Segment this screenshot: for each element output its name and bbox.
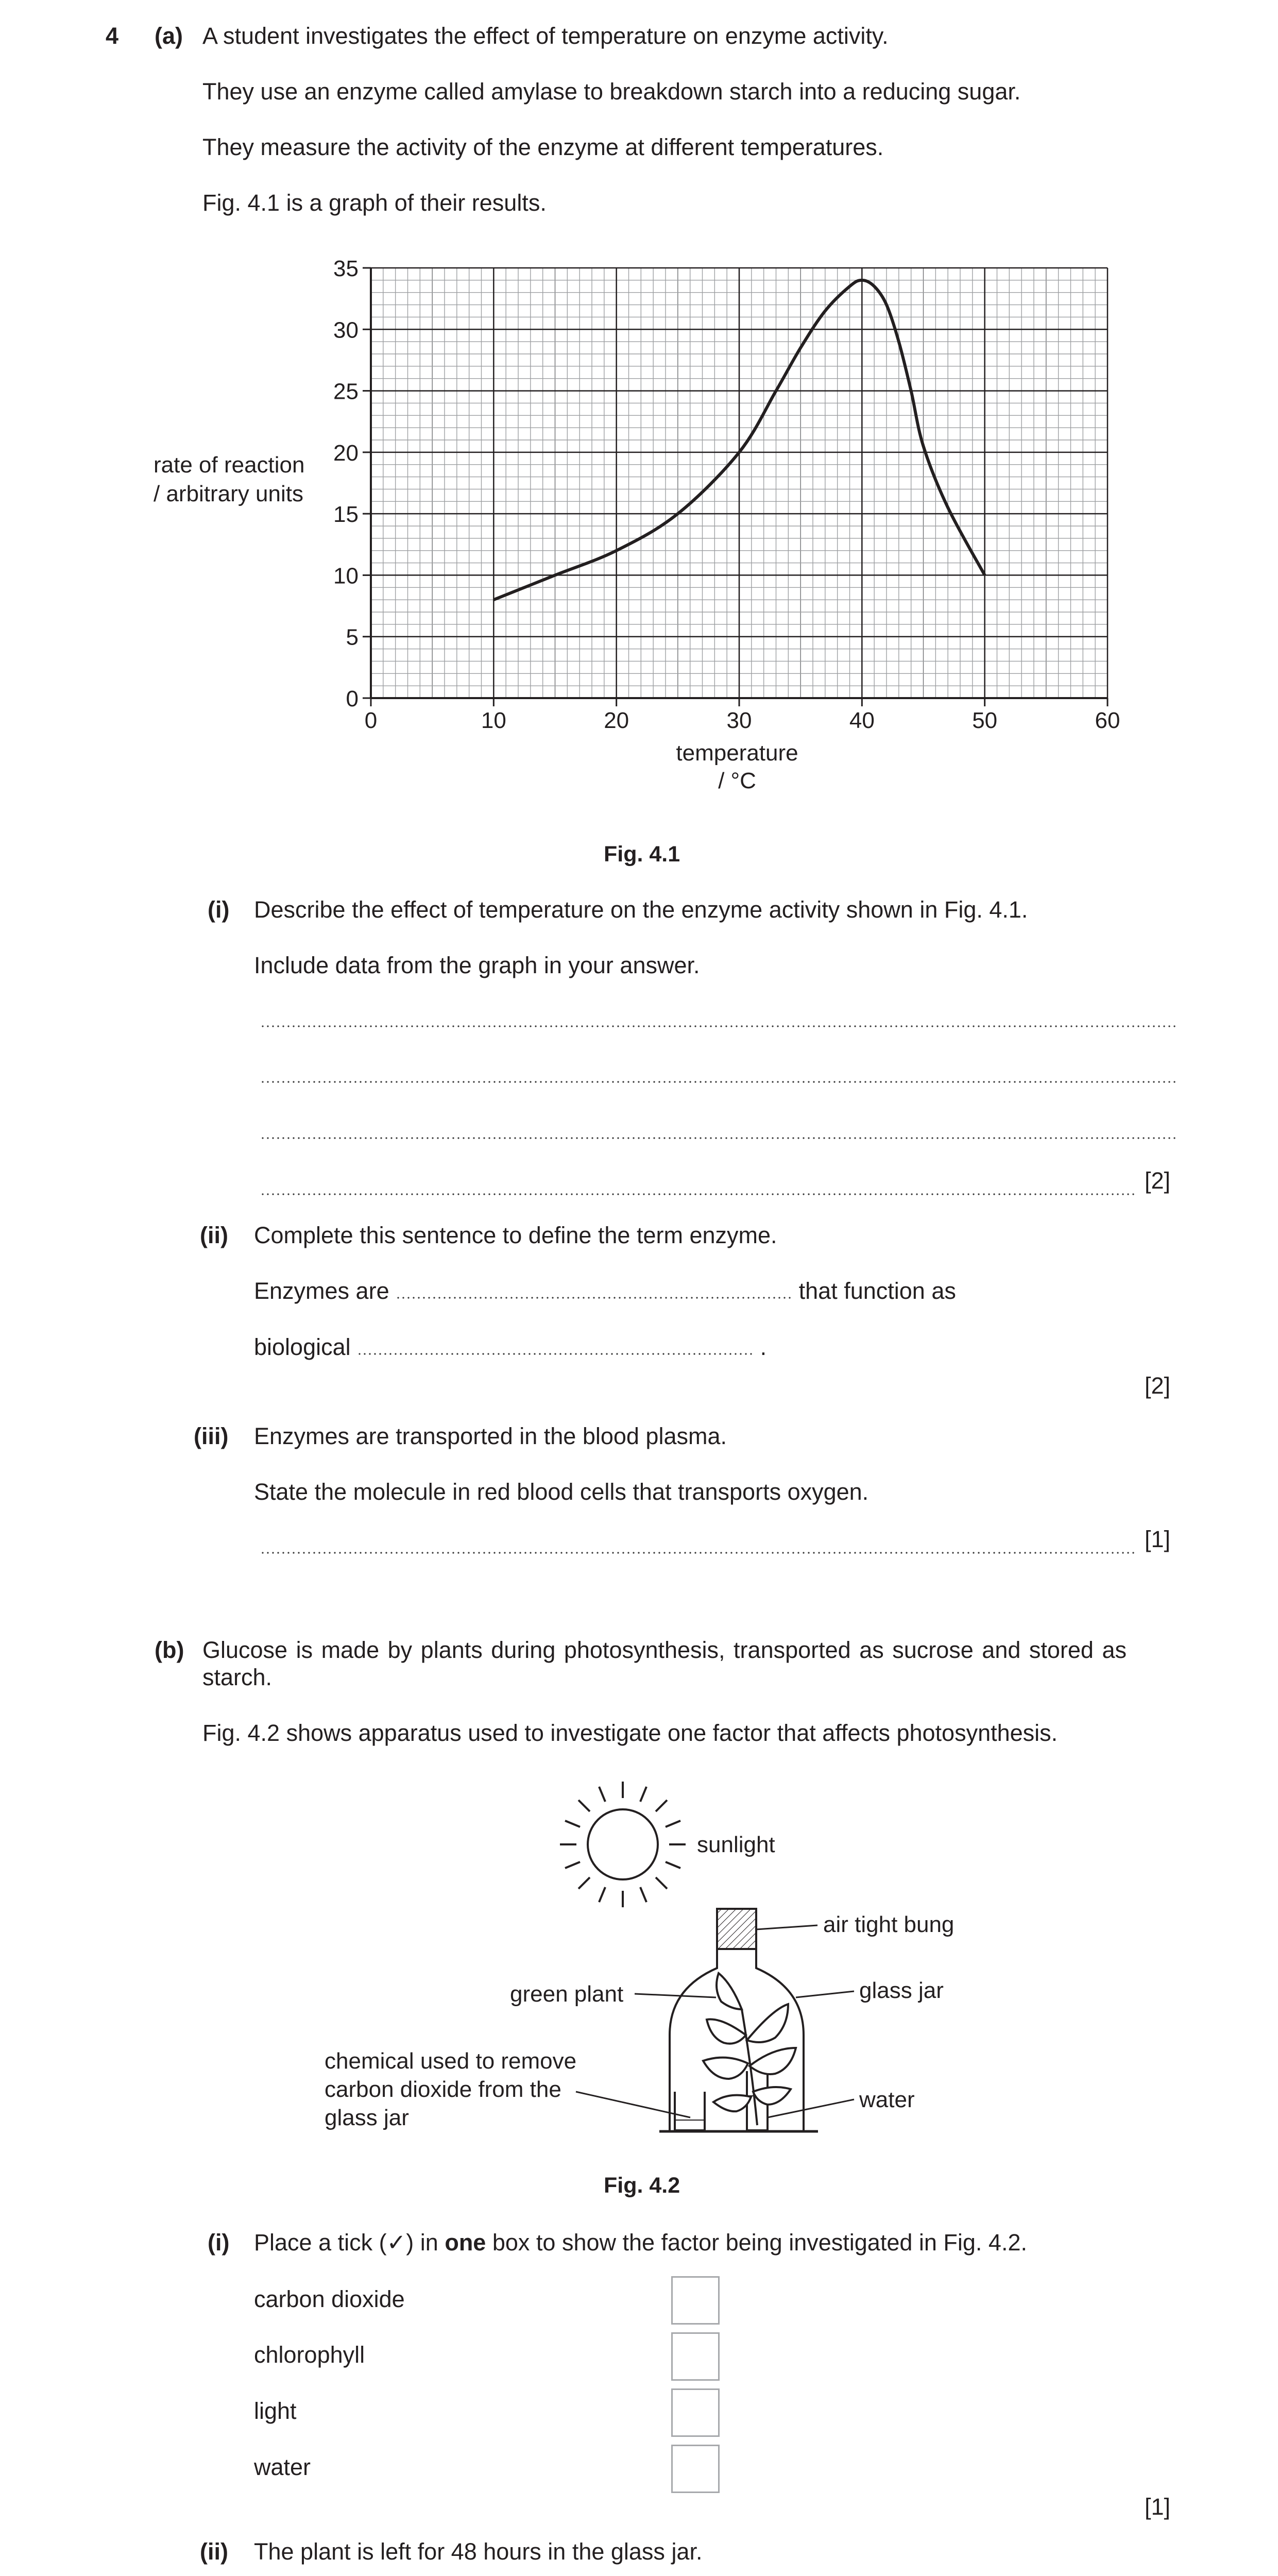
enzyme-sentence-biological: biological	[254, 1334, 351, 1360]
label-chemical-line-3: glass jar	[325, 2105, 409, 2130]
part-b-ii-text-1: The plant is left for 48 hours in the glass jar.	[254, 2538, 703, 2565]
label-chemical-line-1: chemical used to remove	[325, 2048, 577, 2074]
part-b-intro-line-1: Glucose is made by plants during photosynthesis, transported as sucrose and stored as	[202, 1637, 1127, 1663]
x-axis-unit: / °C	[718, 768, 756, 793]
y-tick-label: 0	[346, 686, 359, 711]
y-tick-label: 35	[333, 256, 359, 281]
part-a-label: (a)	[155, 23, 183, 49]
marks-b-i: [1]	[1145, 2494, 1171, 2520]
green-plant-icon	[703, 1973, 796, 2125]
enzyme-sentence-line-1	[254, 1277, 956, 1306]
label-glass-jar: glass jar	[859, 1978, 944, 2003]
part-a-iii-question: State the molecule in red blood cells that transports oxygen.	[254, 1479, 869, 1505]
y-tick-label: 5	[346, 624, 359, 650]
option-chlorophyll: chlorophyll	[254, 2342, 365, 2368]
label-water: water	[859, 2087, 915, 2112]
marks-a-ii: [2]	[1145, 1372, 1171, 1399]
y-tick-label: 30	[333, 317, 359, 343]
graph-x-tick-labels	[365, 698, 1120, 733]
part-a-intro-2: They use an enzyme called amylase to breakdown starch into a reducing sugar.	[202, 78, 1021, 105]
x-tick-label: 30	[726, 708, 752, 733]
part-a-ii-question: Complete this sentence to define the term enzyme.	[254, 1222, 777, 1248]
part-a-ii-label: (ii)	[200, 1222, 228, 1248]
part-a-i-label: (i)	[208, 896, 230, 923]
label-chemical-line-2: carbon dioxide from the	[325, 2077, 561, 2102]
marks-a-iii: [1]	[1145, 1526, 1171, 1552]
label-green-plant: green plant	[510, 1981, 624, 2007]
sun-icon	[560, 1782, 686, 1907]
y-axis-unit: / arbitrary units	[154, 481, 303, 506]
tick-box-carbon-dioxide[interactable]	[671, 2276, 720, 2325]
answer-line-a-i-2[interactable]	[260, 1081, 1177, 1083]
answer-line-a-iii[interactable]	[260, 1552, 1136, 1554]
tick-box-chlorophyll[interactable]	[671, 2332, 720, 2381]
enzyme-sentence-middle: that function as	[798, 1278, 956, 1304]
enzyme-blank-2[interactable]	[357, 1353, 754, 1355]
part-b-i-question-start: Place a tick (✓) in	[254, 2229, 438, 2256]
part-a-intro-1: A student investigates the effect of temperature on enzyme activity.	[202, 23, 889, 49]
air-tight-bung	[717, 1909, 756, 1949]
x-tick-label: 10	[481, 708, 506, 733]
part-b-i-label: (i)	[208, 2229, 230, 2256]
chemical-container	[675, 2092, 705, 2130]
x-axis-label: temperature	[676, 740, 798, 766]
option-carbon-dioxide: carbon dioxide	[254, 2286, 405, 2312]
x-tick-label: 50	[972, 708, 998, 733]
part-a-iii-label: (iii)	[194, 1423, 229, 1449]
part-b-i-question-end: box to show the factor being investigated in Fig. 4.2.	[492, 2229, 1027, 2256]
answer-line-a-i-1[interactable]	[260, 1025, 1177, 1027]
part-b-intro-line-2: starch.	[202, 1664, 272, 1690]
enzyme-sentence-line-2	[254, 1333, 766, 1362]
part-b-i-question-bold: one	[445, 2229, 486, 2256]
enzyme-activity-graph	[0, 247, 1278, 814]
enzyme-sentence-end: .	[760, 1334, 767, 1360]
enzyme-blank-1[interactable]	[396, 1297, 792, 1299]
answer-line-a-i-4[interactable]	[260, 1193, 1136, 1195]
option-water: water	[254, 2454, 311, 2480]
part-a-i-question: Describe the effect of temperature on the enzyme activity shown in Fig. 4.1.	[254, 896, 1028, 923]
graph-y-tick-labels	[333, 256, 371, 711]
x-tick-label: 60	[1095, 708, 1120, 733]
marks-a-i: [2]	[1145, 1167, 1171, 1194]
y-axis-label: rate of reaction	[154, 452, 305, 478]
question-number: 4	[106, 23, 119, 49]
part-b-intro-2: Fig. 4.2 shows apparatus used to investigate one factor that affects photosynthesis.	[202, 1720, 1058, 1746]
y-tick-label: 25	[333, 379, 359, 404]
answer-line-a-i-3[interactable]	[260, 1137, 1177, 1139]
part-b-ii-label: (ii)	[200, 2538, 228, 2565]
part-a-intro-4: Fig. 4.1 is a graph of their results.	[202, 190, 547, 216]
option-light: light	[254, 2398, 297, 2424]
y-tick-label: 15	[333, 502, 359, 528]
photosynthesis-apparatus-diagram	[0, 1762, 1278, 2154]
x-tick-label: 40	[849, 708, 875, 733]
label-air-tight-bung: air tight bung	[823, 1912, 955, 1937]
figure-4-2-caption: Fig. 4.2	[604, 2173, 680, 2198]
part-a-i-instruction: Include data from the graph in your answer.	[254, 952, 700, 978]
y-tick-label: 20	[333, 440, 359, 466]
y-tick-label: 10	[333, 563, 359, 589]
x-tick-label: 0	[364, 708, 378, 733]
label-sunlight: sunlight	[697, 1832, 775, 1857]
part-b-label: (b)	[155, 1637, 184, 1663]
part-b-i-question	[254, 2228, 1027, 2257]
tick-box-light[interactable]	[671, 2388, 720, 2437]
part-a-intro-3: They measure the activity of the enzyme at different temperatures.	[202, 134, 884, 160]
part-a-iii-statement: Enzymes are transported in the blood plasma.	[254, 1423, 727, 1449]
tick-box-water[interactable]	[671, 2445, 720, 2493]
enzyme-sentence-start: Enzymes are	[254, 1278, 389, 1304]
x-tick-label: 20	[604, 708, 629, 733]
figure-4-1-caption: Fig. 4.1	[604, 842, 680, 867]
